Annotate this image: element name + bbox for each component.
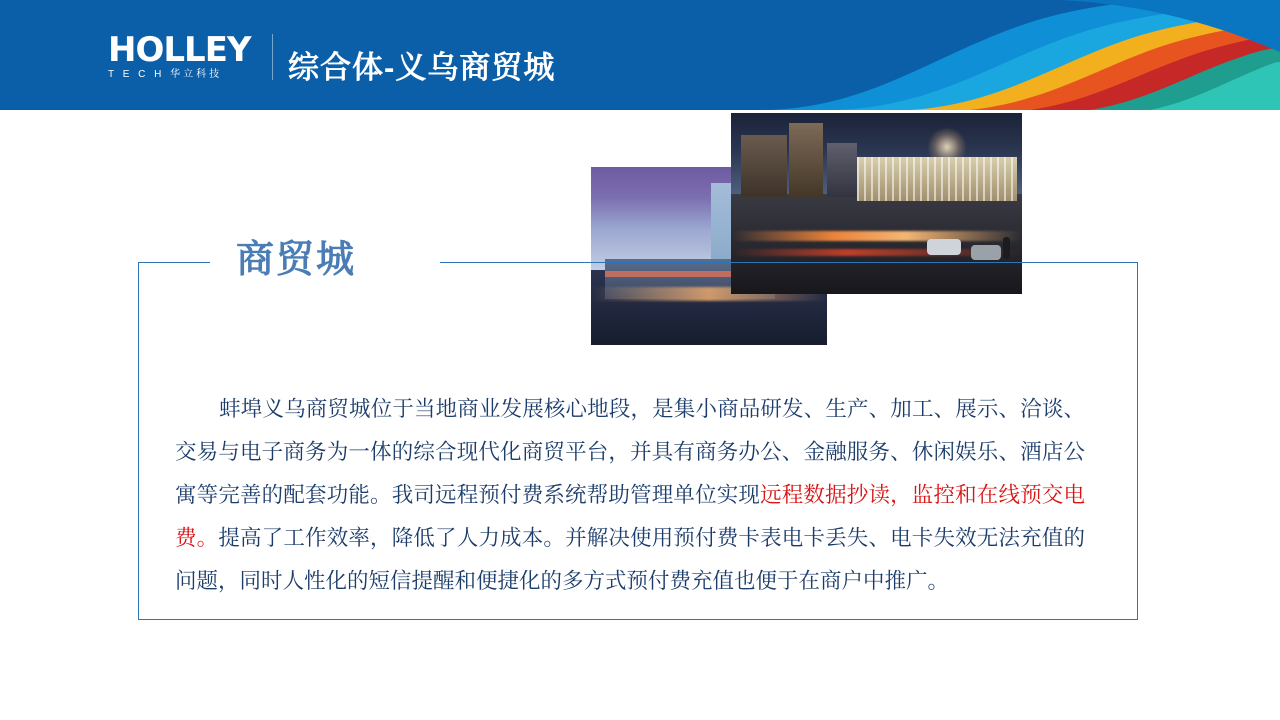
photo-building-2 [789, 123, 823, 197]
section-title: 商贸城 [236, 239, 357, 281]
body-paragraph [175, 388, 1085, 603]
photo-car-1 [927, 239, 961, 255]
header-swoosh-graphic [760, 0, 1280, 110]
slide-header [0, 0, 1280, 110]
header-underline [0, 110, 1280, 114]
photo-pedestrian [1003, 237, 1010, 259]
logo-wordmark: HOLLEY [108, 30, 251, 70]
photo-mall-fins [857, 157, 1017, 201]
holley-logo [108, 30, 268, 85]
body-text-highlight: 远程数据抄读，监控和在线预交电费。 [175, 483, 1085, 550]
body-text-part1: 蚌埠义乌商贸城位于当地商业发展核心地段，是集小商品研发、生产、加工、展示、洽谈、交易与电子商务为一体的综合现代化商贸平台，并具有商务办公、金融服务、休闲娱乐、酒店公寓等完善的配套功能。我司远程预付费系统帮助管理单位实现 [175, 397, 1085, 507]
body-text-part2: 提高了工作效率，降低了人力成本。并解决使用预付费卡表电卡丢失、电卡失效无法充值的问题，同时人性化的短信提醒和便捷化的多方式预付费充值也便于在商户中推广。 [175, 526, 1085, 593]
photo-building-1 [741, 135, 787, 197]
photo-light-trail-1 [731, 231, 1022, 241]
page-title: 综合体-义乌商贸城 [288, 50, 556, 85]
photo-car-2 [971, 245, 1001, 260]
logo-subtext: T E C H 华立科技 [108, 69, 223, 80]
header-divider [272, 34, 273, 80]
photo-building-3 [827, 143, 857, 197]
